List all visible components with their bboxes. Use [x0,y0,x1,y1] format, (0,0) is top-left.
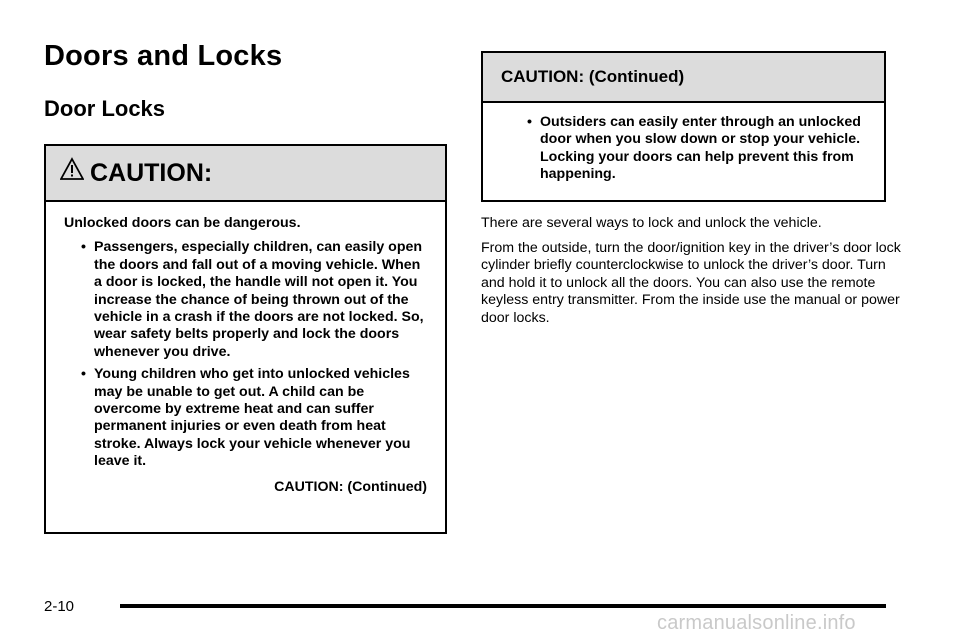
watermark: carmanualsonline.info [657,612,856,634]
caution-bullet: • Outsiders can easily enter through an unlocked door when you slow down or stop your vehicle. Locking your doors can help prevent this from happening. [522,114,866,184]
caution-box-left [44,144,447,534]
section-title: Door Locks [44,96,166,121]
caution-header-continued [483,53,884,103]
caution-intro: Unlocked doors can be dangerous. [64,215,301,231]
caution-body [46,202,445,496]
body-paragraph: From the outside, turn the door/ignition key in the driver’s door lock cylinder briefly counterclockwise to unlock the driver’s door. Turn and hold it to unlock all the doors. You can also use the remote keyless entry transmitter. From the inside use the manual or power door locks. [481,240,901,326]
caution-bullet-list [501,114,866,184]
caution-bullet: • Young children who get into unlocked vehicles may be unable to get out. A child can be overcome by extreme heat and can suffer permanent injuries or even death from heat stroke. Always lock your vehicle whenever you leave it. [76,366,427,470]
caution-box-right [481,51,886,202]
caution-bullet: • Passengers, especially children, can easily open the doors and fall out of a moving vehicle. When a door is locked, the handle will not open it. You increase the chance of being thrown out of the vehicle in a crash if the doors are not locked. So, wear safety belts properly and lock the doors whenever you drive. [76,239,427,361]
body-paragraph: There are several ways to lock and unlock the vehicle. [481,215,822,231]
caution-bullet-list [64,239,427,470]
caution-continued-title: CAUTION: (Continued) [501,67,685,86]
page-number: 2-10 [44,598,75,615]
caution-header [46,146,445,202]
page-title: Doors and Locks [44,40,283,72]
caution-body [483,103,884,184]
warning-triangle-icon [60,157,84,181]
footer-divider [120,604,886,608]
caution-continued-label: CAUTION: (Continued) [274,478,427,495]
caution-title: CAUTION: [90,158,213,187]
